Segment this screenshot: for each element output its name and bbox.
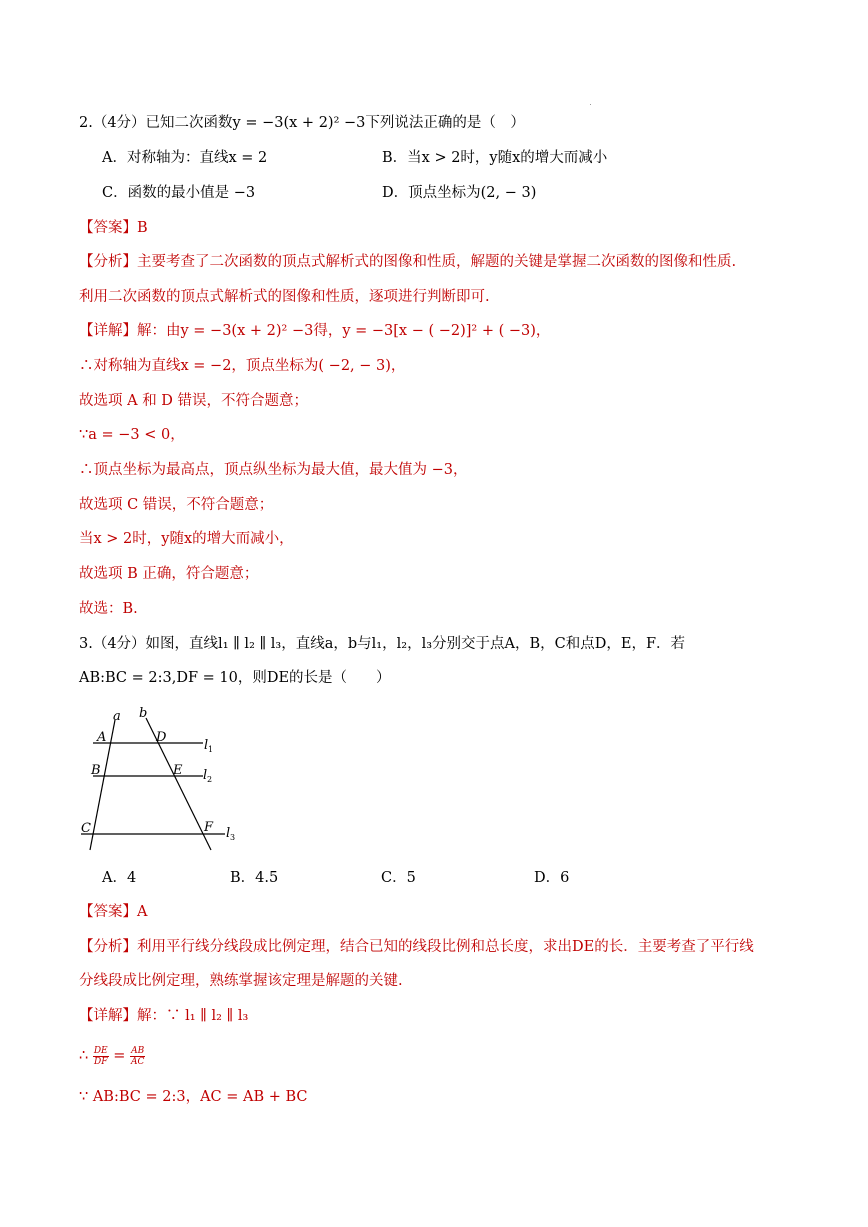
fraction-ab-ac-denominator: AC bbox=[131, 1056, 145, 1067]
q3-analysis-line-2: 分线段成比例定理，熟练掌握该定理是解题的关键. bbox=[79, 973, 403, 989]
label-l1: l bbox=[204, 738, 209, 753]
label-b: b bbox=[139, 706, 148, 721]
equals-sign: = bbox=[113, 1048, 126, 1064]
q3-detail-line-2 bbox=[79, 1044, 145, 1068]
q2-detail-line-5: ∴顶点坐标为最高点，顶点纵坐标为最大值，最大值为 −3， bbox=[79, 462, 468, 478]
q2-detail-line-9: 故选：B. bbox=[79, 601, 138, 617]
q2-detail-line-8: 故选项 B 正确，符合题意； bbox=[79, 566, 259, 582]
fraction-de-df bbox=[93, 1046, 109, 1067]
label-l3: l bbox=[226, 826, 231, 841]
parallel-lines-figure bbox=[75, 700, 250, 855]
q2-analysis-line-1: 【分析】主要考查了二次函数的顶点式解析式的图像和性质，解题的关键是掌握二次函数的图像和性质. bbox=[79, 254, 737, 270]
q2-detail-line-3: 故选项 A 和 D 错误，不符合题意； bbox=[79, 393, 309, 409]
q3-stem-line-1: 3.（4分）如图，直线l₁ ∥ l₂ ∥ l₃，直线a，b与l₁，l₂，l₃分别交于点A，B，C和点D，E，F．若 bbox=[79, 636, 686, 652]
fraction-de-df-denominator: DF bbox=[94, 1056, 108, 1067]
therefore-symbol: ∴ bbox=[79, 1048, 89, 1064]
q3-answer: 【答案】A bbox=[79, 904, 148, 920]
q3-option-b[interactable]: B．4.5 bbox=[230, 870, 279, 886]
q2-stem: 2.（4分）已知二次函数y = −3(x + 2)² −3下列说法正确的是（ ） bbox=[79, 115, 525, 131]
label-l1-sub: 1 bbox=[208, 745, 214, 754]
q2-detail-line-2: ∴对称轴为直线x = −2，顶点坐标为( −2, − 3)， bbox=[79, 358, 406, 374]
q2-detail-line-1: 【详解】解：由y = −3(x + 2)² −3得，y = −3[x − ( −2)]² + ( −3)， bbox=[79, 323, 551, 339]
label-l2: l bbox=[203, 768, 208, 783]
q3-option-a[interactable]: A．4 bbox=[102, 870, 137, 886]
fraction-ab-ac-numerator: AB bbox=[131, 1045, 145, 1056]
fraction-ab-ac bbox=[130, 1046, 145, 1067]
label-a: a bbox=[113, 709, 121, 724]
label-l2-sub: 2 bbox=[207, 775, 213, 784]
q2-answer: 【答案】B bbox=[79, 220, 148, 236]
q3-detail-line-1: 【详解】解：∵ l₁ ∥ l₂ ∥ l₃ bbox=[79, 1008, 249, 1024]
label-point-d: D bbox=[156, 730, 167, 745]
label-point-b: B bbox=[91, 763, 101, 778]
label-point-f: F bbox=[204, 820, 214, 835]
scan-dot bbox=[590, 104, 591, 105]
q2-option-d[interactable]: D．顶点坐标为(2, − 3) bbox=[382, 185, 537, 201]
fraction-de-df-numerator: DE bbox=[93, 1045, 108, 1056]
q2-option-c[interactable]: C．函数的最小值是 −3 bbox=[102, 185, 256, 201]
label-point-a: A bbox=[97, 730, 107, 745]
label-point-c: C bbox=[81, 821, 91, 836]
q2-option-a[interactable]: A．对称轴为：直线x = 2 bbox=[102, 150, 268, 166]
label-point-e: E bbox=[173, 763, 183, 778]
q2-detail-line-6: 故选项 C 错误，不符合题意； bbox=[79, 497, 274, 513]
q3-option-d[interactable]: D．6 bbox=[534, 870, 570, 886]
q2-analysis-line-2: 利用二次函数的顶点式解析式的图像和性质，逐项进行判断即可. bbox=[79, 289, 490, 305]
q2-detail-line-4: ∵a = −3 < 0， bbox=[79, 427, 185, 443]
q3-detail-line-3: ∵ AB:BC = 2:3，AC = AB + BC bbox=[79, 1089, 308, 1105]
q2-option-b[interactable]: B．当x > 2时，y随x的增大而减小 bbox=[382, 150, 608, 166]
q3-option-c[interactable]: C．5 bbox=[381, 870, 416, 886]
label-l3-sub: 3 bbox=[230, 833, 236, 842]
q3-analysis-line-1: 【分析】利用平行线分线段成比例定理，结合已知的线段比例和总长度，求出DE的长．主要考查了平行线 bbox=[79, 939, 754, 955]
q2-detail-line-7: 当x > 2时，y随x的增大而减小， bbox=[79, 531, 294, 547]
q3-stem-line-2: AB:BC = 2:3,DF = 10，则DE的长是（ ） bbox=[79, 670, 391, 686]
